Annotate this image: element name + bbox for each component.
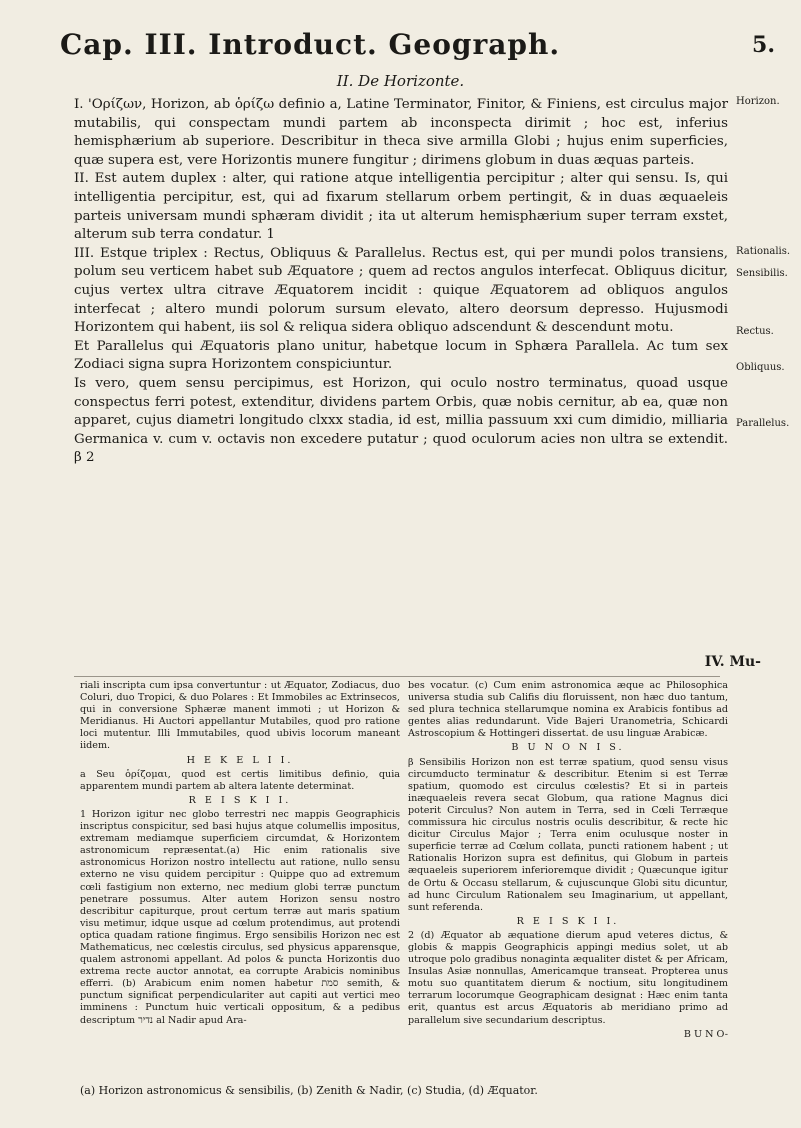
marginal-index-note: (a) Horizon astronomicus & sensibilis, (b) Zenith & Nadir, (c) Studia, (d) Æquator. xyxy=(80,1084,538,1097)
margin-note-obliquus: Obliquus. xyxy=(736,362,785,373)
footnote: 2 (d) Æquator ab æquatione dierum apud veteres dictus, & globis & mappis Geographicis appingi medius solet, ut ab utroque polo gradibus nonaginta æqualiter distet & per Africam, Insulas Asiæ nonnullas, Americamque transeat. Propterea unus motu suo quantitatem dierum & noctium, situ longitudinem terrarum locorumque Geographicam designat : Hæc enim tanta erit, quantus est arcus Æquatoris ab meridiano primo ad parallelum sive secundarium descriptus. xyxy=(408,929,728,1026)
paragraph: Is vero, quem sensu percipimus, est Horizon, qui oculo nostro terminatus, quoad usque conspectus ferri potest, extenditur, dividens partem Orbis, quæ nobis cernitur, ab ea, quæ non apparet, cujus diametri longitudo clxxx stadia, id est, millia passuum xxi cum dimidio, milliaria Germanica v. cum v. octavis non excedere putatur ; quod oculorum acies non ultra se extendit. β 2 xyxy=(74,375,728,466)
margin-note-horizon: Horizon. xyxy=(736,96,780,107)
footnote-author: R E I S K I I. xyxy=(516,915,620,927)
footnotes-left-column xyxy=(80,680,400,1029)
footnote: 1 Horizon igitur nec globo terrestri nec mappis Geographicis inscriptus conspicitur, sed basi hujus atque columellis impositus, extremam mediamque superficiem circumdat, & Horizontem astronomicum repræsentat.(a) Hic enim rationalis sive astronomicus Horizon nostro intellectu aut ratione, nullo sensu externo ne visu quidem percipitur : Quippe quo ad extremum cœli fastigium non externo, nec medium globi terræ punctum penetrare possumus. Alter autem Horizon sensu nostro describitur capiturque, prout certum terræ aut maris spatium visu metimur, idque usque ad cœlum protendimus, aut protendi optica quadam ratione fingimus. Ergo sensibilis Horizon nec est Mathematicus, nec cœlestis circulus, sed physicus apparensque, qualem astronomi appellant. Ad polos & puncta Horizontis duo extrema recte auctor annotat, ea corrupte Arabicis nominibus efferri. (b) Arabicum enim nomen habetur סמת semith, & punctum significat perpendiculariter aut capiti aut vertici meo imminens : Punctum huic verticali oppositum, & a pedibus descriptum נדיר al Nadir apud Ara- xyxy=(80,808,400,1026)
margin-note-parallelus: Parallelus. xyxy=(736,418,790,429)
footnotes-right-column xyxy=(408,680,728,1043)
footnote-divider xyxy=(74,676,720,677)
footnote-author: B U N O N I S. xyxy=(511,742,625,754)
main-text xyxy=(74,96,728,468)
footnote-author: R E I S K I I. xyxy=(188,794,292,806)
chapter-title: Cap. III. Introduct. Geograph. xyxy=(60,28,561,61)
footnote-catchword: B U N O- xyxy=(683,1028,728,1040)
section-heading: II. De Horizonte. xyxy=(336,72,465,90)
footnote: β Sensibilis Horizon non est terræ spatium, quod sensu visus circumducto terminatur & describitur. Etenim si est Terræ spatium, quomodo est circulus cœlestis? Et si in parteis inæquaeleis revera secat Globum, qua ratione Magnus dici poterit Circulus? Non autem in Terra, sed in Cœli Terræque commissura hic circulus nostris oculis describitur, & recte hic dicitur Circulus Major ; Terra enim oculusque noster in superficie terræ ad Cœlum collata, puncti rationem habent ; ut Rationalis Horizon supra est definitus, qui Globum in parteis æquaeleis superiorem inferioremque dividit ; Quæcunque igitur de Ortu & Occasu stellarum, & cujuscunque Globi situ dicuntur, ad hunc Circulum Rationalem seu Imaginarium, ut appellant, sunt referenda. xyxy=(408,756,728,913)
page-number: 5. xyxy=(752,32,775,58)
footnote: riali inscripta cum ipsa convertuntur : ut Æquator, Zodiacus, duo Coluri, duo Tropici, & duo Polares : Et Immobiles ac Extrinsecos, qui in conversione Sphæræ manent immoti ; ut Horizon & Meridianus. Hi Auctori appellantur Mutabiles, quod pro ratione loci mutentur. Illi Immutabiles, quod ubivis locorum maneant iidem. xyxy=(80,680,400,752)
paragraph: I. 'Ορίζων, Horizon, ab ὁρίζω definio a, Latine Terminator, Finitor, & Finiens, est circulus major mutabilis, qui conspectam mundi partem ab inconspecta dirimit ; hoc est, inferius hemisphærium ab superiore. Describitur in theca sive armilla Globi ; hujus enim superficies, quæ supera est, vere Horizontis munere fungitur ; dirimens globum in duas æquas parteis. xyxy=(74,97,728,168)
margin-note-rectus: Rectus. xyxy=(736,326,774,337)
margin-note-sensibilis: Sensibilis. xyxy=(736,268,788,279)
running-header xyxy=(60,28,789,64)
paragraph: Et Parallelus qui Æquatoris plano unitur, habetque locum in Sphæra Parallela. Ac tum sex Zodiaci signa supra Horizontem conspiciuntur. xyxy=(74,338,728,373)
footnote: a Seu ὁρίζομαι, quod est certis limitibus definio, quia apparentem mundi partem ab altera latente determinat. xyxy=(80,768,400,792)
margin-note-rationalis: Rationalis. xyxy=(736,246,791,257)
paragraph: II. Est autem duplex : alter, qui ratione atque intelligentia percipitur ; alter qui sensu. Is, qui intelligentia percipitur, est, qui ad fixarum stellarum orbem pertingit, & in duas æquaeleis parteis universam mundi sphæram dividit ; ita ut alterum hemisphærium super terram exstet, alterum sub terra condatur. 1 xyxy=(74,171,728,243)
footnote-author: H E K E L I I. xyxy=(186,754,294,766)
footnote: bes vocatur. (c) Cum enim astronomica æque ac Philosophica universa studia sub Califis diu floruissent, non hæc duo tantum, sed plura technica stellarumque nomina ex Arabicis fontibus ad gentes alias redundarunt. Vide Bajeri Uranometria, Schicardi Astroscopium & Hottingeri dissertat. de usu linguæ Arabicæ. xyxy=(408,680,728,740)
paragraph: III. Estque triplex : Rectus, Obliquus & Parallelus. Rectus est, qui per mundi polos transiens, polum seu verticem habet sub Æquatore ; quem ad rectos angulos interfecat. Obliquus dicitur, cujus vertex ultra citrave Æquatorem incidit : quique Æquatorem ad obliquos angulos interfecat ; altero mundi polorum sursum elevato, altero deorsum depresso. Hujusmodi Horizontem qui habent, iis sol & reliqua sidera obliquo adscendunt & descendunt motu. xyxy=(74,245,728,336)
catchword: IV. Mu- xyxy=(704,654,761,670)
